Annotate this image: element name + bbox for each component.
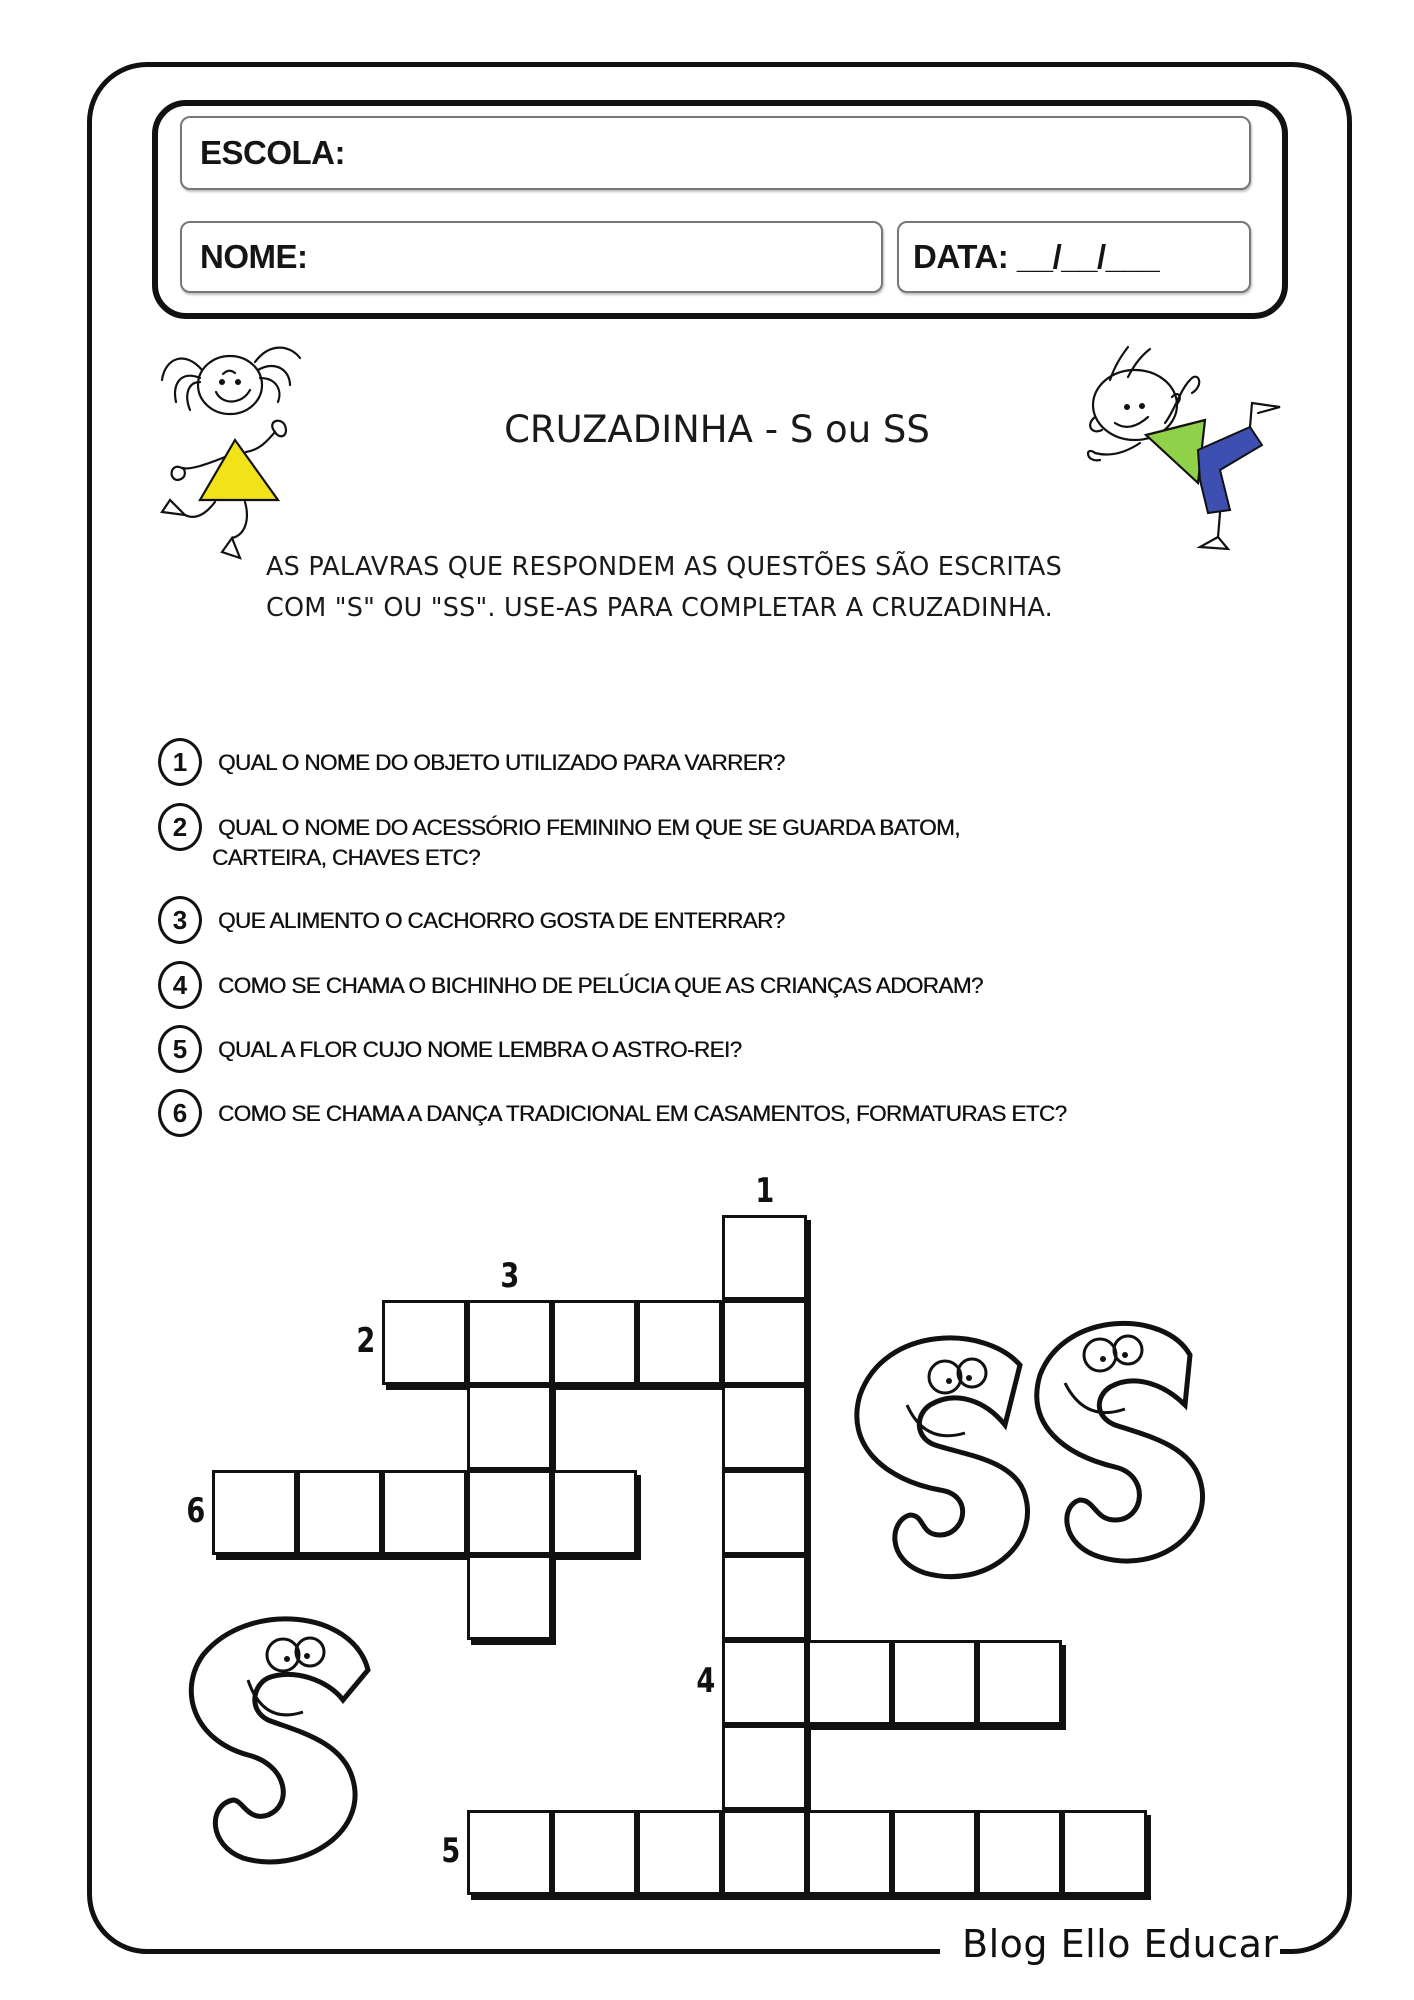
crossword-cell-face[interactable]	[467, 1300, 552, 1385]
school-label: ESCOLA:	[200, 134, 345, 171]
crossword-cell-face[interactable]	[467, 1810, 552, 1895]
crossword-cell-face[interactable]	[467, 1555, 552, 1640]
crossword-cell-face[interactable]	[722, 1385, 807, 1470]
crossword-cell-face[interactable]	[382, 1470, 467, 1555]
crossword-cell-face[interactable]	[1062, 1810, 1147, 1895]
crossword-cell-face[interactable]	[722, 1555, 807, 1640]
question-6-number: 6	[158, 1089, 202, 1137]
crossword-cell-face[interactable]	[807, 1640, 892, 1725]
crossword-cell-face[interactable]	[722, 1725, 807, 1810]
crossword-cell-face[interactable]	[892, 1640, 977, 1725]
crossword-cell-face[interactable]	[807, 1810, 892, 1895]
crossword-cell-face[interactable]	[297, 1470, 382, 1555]
clue-number-1: 1	[754, 1171, 774, 1211]
date-label: DATA: __/__/___	[913, 238, 1160, 275]
crossword-cell-face[interactable]	[637, 1810, 722, 1895]
crossword-cell-face[interactable]	[552, 1300, 637, 1385]
question-1-number: 1	[158, 738, 202, 786]
clue-number-4: 4	[696, 1660, 716, 1701]
question-4-text: COMO SE CHAMA O BICHINHO DE PELÚCIA QUE AS CRIANÇAS ADORAM?	[218, 973, 983, 998]
clue-number-2: 2	[356, 1320, 376, 1361]
clue-number-6: 6	[186, 1490, 206, 1531]
crossword-cell-face[interactable]	[467, 1470, 552, 1555]
question-6-text: COMO SE CHAMA A DANÇA TRADICIONAL EM CASAMENTOS, FORMATURAS ETC?	[218, 1101, 1067, 1126]
clue-number-5: 5	[441, 1830, 461, 1871]
question-2-text-continued: CARTEIRA, CHAVES ETC?	[212, 845, 480, 870]
name-label: NOME:	[200, 238, 308, 275]
footer-credit: Blog Ello Educar	[962, 1922, 1279, 1966]
instructions-line-1: AS PALAVRAS QUE RESPONDEM AS QUESTÕES SÃO ESCRITAS	[266, 552, 1062, 582]
crossword-cell-face[interactable]	[212, 1470, 297, 1555]
instructions-line-2: COM "S" OU "SS". USE-AS PARA COMPLETAR A CRUZADINHA.	[266, 593, 1053, 623]
crossword-cell-face[interactable]	[977, 1810, 1062, 1895]
crossword-cell-face[interactable]	[722, 1810, 807, 1895]
crossword-cell-face[interactable]	[977, 1640, 1062, 1725]
crossword-cell-face[interactable]	[722, 1640, 807, 1725]
question-5-text: QUAL A FLOR CUJO NOME LEMBRA O ASTRO-REI?	[218, 1037, 742, 1062]
question-5-number: 5	[158, 1025, 202, 1073]
crossword-cell-face[interactable]	[722, 1215, 807, 1300]
crossword-cell-face[interactable]	[637, 1300, 722, 1385]
question-3-number: 3	[158, 896, 202, 944]
crossword-cell-face[interactable]	[892, 1810, 977, 1895]
crossword-cell-face[interactable]	[552, 1470, 637, 1555]
crossword-cell-face[interactable]	[722, 1300, 807, 1385]
crossword-cell-face[interactable]	[552, 1810, 637, 1895]
question-2-number: 2	[158, 803, 202, 851]
clue-number-3: 3	[499, 1256, 519, 1296]
crossword-cell-face[interactable]	[382, 1300, 467, 1385]
question-2-text: QUAL O NOME DO ACESSÓRIO FEMININO EM QUE SE GUARDA BATOM,	[218, 815, 960, 840]
question-1-text: QUAL O NOME DO OBJETO UTILIZADO PARA VARRER?	[218, 750, 785, 775]
question-4-number: 4	[158, 961, 202, 1009]
question-3-text: QUE ALIMENTO O CACHORRO GOSTA DE ENTERRAR?	[218, 908, 785, 933]
crossword-cell-face[interactable]	[467, 1385, 552, 1470]
page-title: CRUZADINHA - S ou SS	[504, 408, 930, 451]
crossword-cell-face[interactable]	[722, 1470, 807, 1555]
